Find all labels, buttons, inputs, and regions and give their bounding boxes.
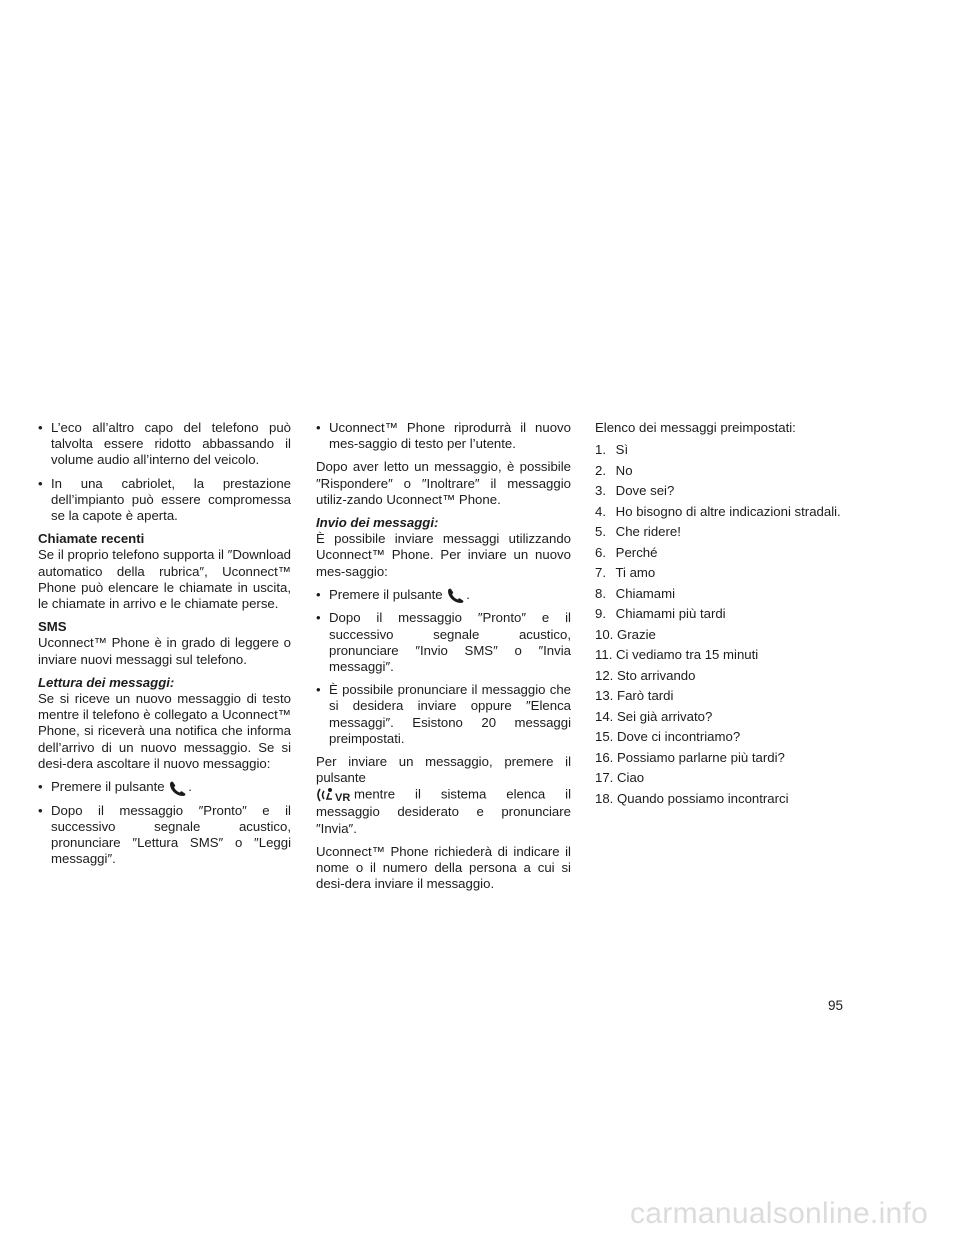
preset-message-item [595,750,885,766]
send-messages-heading: Invio dei messaggi: [316,515,439,531]
phone-handset-icon [446,587,466,603]
bullet-item [316,420,571,452]
preset-message-item [595,770,885,786]
bullet-item [38,779,291,796]
bullet-dot: • [38,475,43,491]
preset-message-number: 11. [595,647,613,663]
bullet-dot: • [316,610,321,626]
bullet-dot: • [316,420,321,435]
preset-message-item [595,463,885,479]
preset-message-item [595,504,885,520]
preset-message-number: 3. [595,483,606,499]
preset-message-text: Grazie [617,626,656,642]
bullet-text: È possibile pronunciare il messaggio che si desidera inviare oppure ″Elenca messaggi″. Esistono 20 messaggi preimpostati. [329,682,571,746]
preset-message-text: Sì [615,442,629,458]
bullet-dot: • [38,779,43,795]
vr-icon-label: VR [335,792,351,805]
preset-message-text: Chiamami più tardi [615,606,726,622]
bullet-dot: • [38,420,43,435]
sms-text: Uconnect™ Phone è in grado di leggere o inviare nuovi messaggi sul telefono. [38,635,291,667]
send-instructions-a: Per inviare un messaggio, premere il pulsante [316,753,571,786]
preset-message-number: 8. [595,585,606,601]
preset-message-text: Ciao [617,770,645,786]
preset-message-number: 9. [595,606,606,622]
preset-message-number: 17. [595,770,614,786]
after-read-text: Dopo aver letto un messaggio, è possibile ″Rispondere″ o ″Inoltrare″ il messaggio utiliz-zando Uconnect™ Phone. [316,459,571,507]
preset-message-item [595,647,885,663]
preset-message-text: Farò tardi [617,688,674,704]
preset-message-text: Chiamami [615,585,676,601]
preset-message-item [595,565,885,581]
recent-calls-text: Se il proprio telefono supporta il ″Download automatico della rubrica″, Uconnect™ Phone può elencare le chiamate in uscita, le chiamate in arrivo e le chiamate perse. [38,547,291,612]
preset-message-text: Sei già arrivato? [617,708,713,724]
send-instructions [316,754,571,837]
preset-message-list [595,442,885,807]
preset-message-text: Ci vediamo tra 15 minuti [616,647,759,663]
preset-message-number: 13. [595,688,614,704]
preset-message-text: Perché [615,544,658,560]
read-messages-text: Se si riceve un nuovo messaggio di testo mentre il telefono è collegato a Uconnect™ Phone, si riceverà una notifica che informa dell’arrivo di un nuovo messaggio. Se si desi-dera ascoltare il nuovo messaggio: [38,691,291,771]
preset-message-text: Dove sei? [615,483,675,499]
column-right [595,420,885,811]
preset-message-item [595,791,885,807]
bullet-text: L’eco all’altro capo del telefono può talvolta essere ridotto abbassando il volume audio all’interno del veicolo. [51,420,291,468]
bullet-dot: • [316,682,321,698]
watermark: carmanualsonline.info [630,1197,929,1230]
bullet-text: In una cabriolet, la prestazione dell’impianto può essere compromessa se la capote è aperta. [51,475,291,524]
preset-message-item [595,627,885,643]
bullet-item [38,476,291,525]
voice-recognition-icon [316,786,354,804]
bullet-item [38,803,291,868]
bullet-text: Uconnect™ Phone riprodurrà il nuovo mes-saggio di testo per l’utente. [329,420,571,452]
preset-message-item [595,586,885,602]
bullet-item [38,420,291,469]
preset-message-number: 10. [595,626,614,642]
preset-message-text: Ti amo [615,565,656,581]
preset-message-item [595,729,885,745]
bullet-item [316,610,571,675]
preset-message-text: Dove ci incontriamo? [617,729,741,745]
preset-message-text: Quando possiamo incontrarci [617,790,789,806]
bullet-text: Dopo il messaggio ″Pronto″ e il successivo segnale acustico, pronunciare ″Invio SMS″ o ″Invia messaggi″. [329,610,571,674]
preset-message-text: No [615,462,633,478]
preset-message-item [595,483,885,499]
bullet-suffix: . [188,779,192,795]
column-left [38,420,291,874]
preset-message-number: 7. [595,565,606,581]
page-number: 95 [828,998,844,1013]
recent-calls-heading: Chiamate recenti [38,531,145,547]
column-middle [316,420,571,899]
preset-message-item [595,668,885,684]
preset-message-text: Che ridere! [615,524,681,540]
bullet-item [316,682,571,747]
preset-message-number: 2. [595,462,606,478]
preset-message-number: 6. [595,544,606,560]
preset-message-text: Sto arrivando [617,667,696,683]
preset-message-number: 5. [595,524,606,540]
read-messages-heading: Lettura dei messaggi: [38,674,175,690]
preset-message-number: 18. [595,790,614,806]
bullet-dot: • [316,586,321,602]
bullet-suffix: . [466,586,470,602]
preset-message-number: 14. [595,708,614,724]
preset-message-item [595,709,885,725]
preset-message-item [595,606,885,622]
preset-message-item [595,545,885,561]
preset-list-heading: Elenco dei messaggi preimpostati: [595,420,796,435]
preset-message-item [595,524,885,540]
preset-message-number: 4. [595,503,606,519]
preset-message-item [595,442,885,458]
final-paragraph: Uconnect™ Phone richiederà di indicare il nome o il numero della persona a cui si desi-dera inviare il messaggio. [316,843,571,892]
sms-heading: SMS [38,619,67,635]
preset-message-number: 16. [595,749,614,765]
preset-message-number: 1. [595,442,606,458]
send-instructions-b: mentre il sistema elenca il messaggio desiderato e pronunciare ″Invia″. [316,786,571,836]
phone-handset-icon [168,780,188,796]
bullet-text: Dopo il messaggio ″Pronto″ e il successivo segnale acustico, pronunciare ″Lettura SMS″ o ″Leggi messaggi″. [51,802,291,867]
bullet-item [316,587,571,604]
bullet-text: Premere il pulsante [51,779,165,795]
preset-message-text: Possiamo parlarne più tardi? [617,749,785,765]
bullet-dot: • [38,802,43,818]
preset-message-number: 12. [595,667,614,683]
send-messages-text: È possibile inviare messaggi utilizzando Uconnect™ Phone. Per inviare un nuovo mes-saggio: [316,531,571,579]
bullet-text: Premere il pulsante [329,586,443,602]
preset-message-number: 15. [595,729,614,745]
preset-message-text: Ho bisogno di altre indicazioni stradali. [615,503,841,519]
preset-message-item [595,688,885,704]
